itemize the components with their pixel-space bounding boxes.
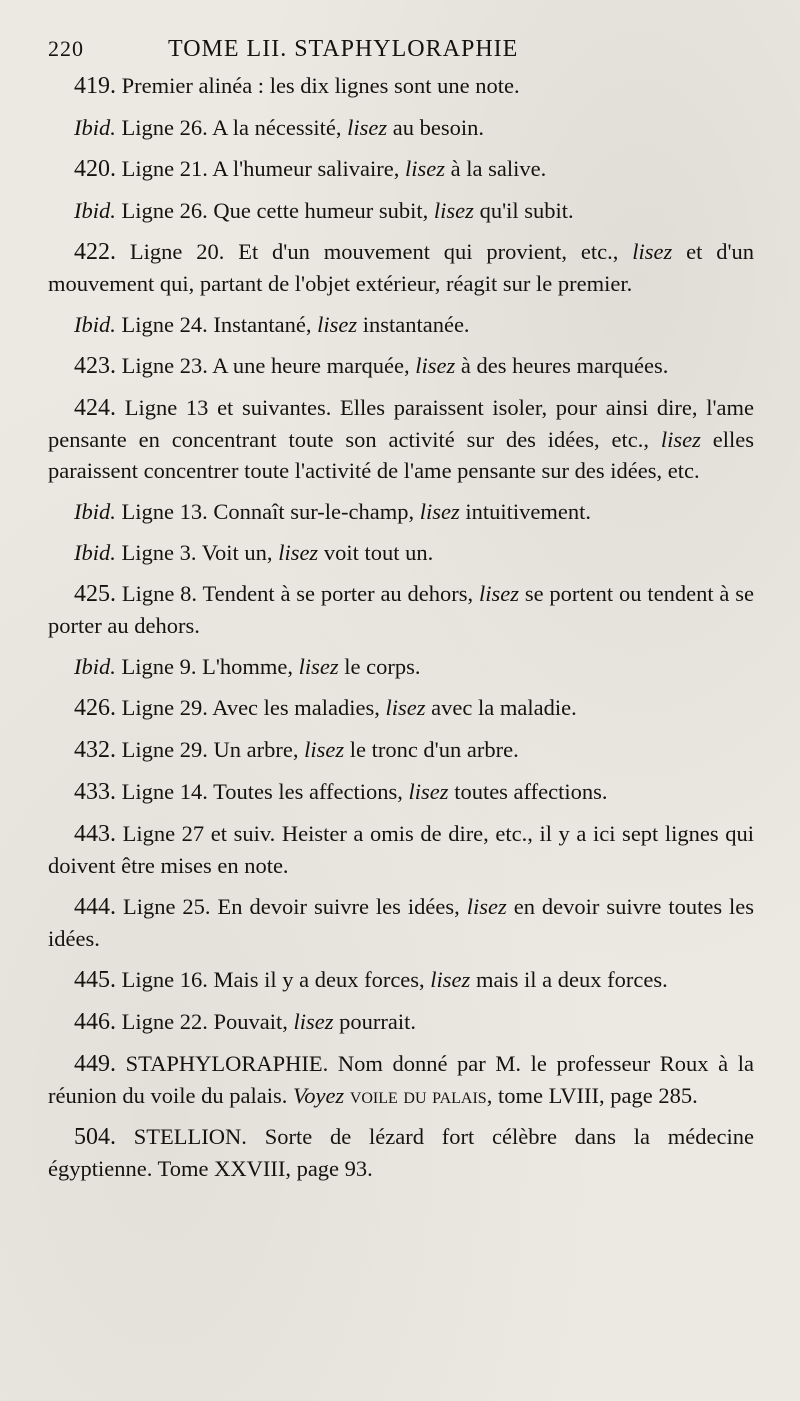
entry-number: 422. <box>74 239 116 265</box>
ibid-label: Ibid. <box>74 499 116 524</box>
lisez-label: lisez <box>347 115 388 140</box>
entry-error: Ligne 20. Et d'un mouvement qui provient, etc., <box>129 239 619 264</box>
errata-entry <box>48 964 754 996</box>
entry-number: 420. <box>74 156 116 182</box>
entry-error: Ligne 29. Avec les maladies, <box>121 695 380 720</box>
errata-entry <box>48 818 754 881</box>
entry-correction: le corps. <box>344 654 421 679</box>
entry-correction: à des heures marquées. <box>460 353 669 378</box>
lisez-label: lisez <box>632 239 673 264</box>
entry-number: 445. <box>74 967 116 993</box>
entry-correction: le tronc d'un arbre. <box>349 737 519 762</box>
entry-correction: voit tout un. <box>323 540 434 565</box>
ibid-label: Ibid. <box>74 198 116 223</box>
entry-error: Ligne 8. Tendent à se porter au dehors, <box>121 581 474 606</box>
errata-entry <box>48 776 754 808</box>
entry-error: Ligne 13. Connaît sur-le-champ, <box>121 499 415 524</box>
lisez-label: lisez <box>660 427 701 452</box>
lisez-label: lisez <box>304 737 345 762</box>
errata-entry <box>48 153 754 185</box>
entry-correction: mais il a deux forces. <box>475 967 668 992</box>
running-title: TOME LII. STAPHYLORAPHIE <box>168 36 519 62</box>
entry-reference: , tome LVIII, page 285. <box>486 1083 698 1108</box>
entry-number: 504. <box>74 1124 116 1150</box>
entry-correction: et d'un mouvement qui, partant de l'objet extérieur, réagit sur le premier. <box>48 239 755 296</box>
entry-error: Ligne 9. L'homme, <box>121 654 294 679</box>
entry-text: Premier alinéa : les dix lignes sont une note. <box>121 73 520 98</box>
entry-number: 433. <box>74 779 116 805</box>
lisez-label: lisez <box>298 654 339 679</box>
ibid-label: Ibid. <box>74 540 116 565</box>
entry-number: 423. <box>74 353 116 379</box>
entry-error: Ligne 21. A l'humeur salivaire, <box>121 156 400 181</box>
lisez-label: lisez <box>478 581 519 606</box>
entry-number: 419. <box>74 73 116 99</box>
entry-correction: au besoin. <box>392 115 484 140</box>
entry-correction: intuitivement. <box>465 499 591 524</box>
errata-entry <box>48 195 754 226</box>
errata-list <box>48 70 754 1184</box>
lisez-label: lisez <box>317 312 358 337</box>
entry-error: Ligne 26. Que cette humeur subit, <box>121 198 429 223</box>
entry-text: Ligne 27 et suiv. Heister a omis de dire, etc., il y a ici sept lignes qui doivent être mises en note. <box>48 821 754 878</box>
entry-error: Ligne 24. Instantané, <box>121 312 312 337</box>
entry-error: Ligne 22. Pouvait, <box>121 1009 288 1034</box>
ibid-label: Ibid. <box>74 115 116 140</box>
errata-entry <box>48 537 754 568</box>
entry-error: Ligne 14. Toutes les affections, <box>121 779 403 804</box>
page-header <box>48 36 754 70</box>
lisez-label: lisez <box>408 779 449 804</box>
entry-correction: toutes affections. <box>454 779 608 804</box>
entry-correction: à la salive. <box>450 156 547 181</box>
entry-text: STELLION. Sorte de lézard fort célèbre dans la médecine égyptienne. Tome XXVIII, page 93. <box>48 1124 754 1181</box>
voyez-label: Voyez <box>292 1083 345 1108</box>
errata-entry <box>48 734 754 766</box>
errata-entry <box>48 891 754 954</box>
ibid-label: Ibid. <box>74 312 116 337</box>
entry-correction: qu'il subit. <box>479 198 574 223</box>
entry-correction: pourrait. <box>339 1009 416 1034</box>
lisez-label: lisez <box>293 1009 334 1034</box>
entry-error: Ligne 29. Un arbre, <box>121 737 299 762</box>
errata-entry <box>48 1006 754 1038</box>
lisez-label: lisez <box>419 499 460 524</box>
errata-entry <box>48 236 754 299</box>
entry-number: 444. <box>74 894 116 920</box>
entry-number: 443. <box>74 821 116 847</box>
entry-error: Ligne 13 et suivantes. Elles paraissent isoler, pour ainsi dire, l'ame pensante en concentrant toute son activité sur des idées, etc., <box>48 395 755 452</box>
ibid-label: Ibid. <box>74 654 116 679</box>
entry-text: STAPHYLORAPHIE. Nom donné par M. le professeur Roux à la réunion du voile du palais. <box>48 1051 755 1108</box>
errata-entry <box>48 112 754 143</box>
cross-reference: voile du palais <box>349 1083 487 1108</box>
entry-error: Ligne 16. Mais il y a deux forces, <box>121 967 425 992</box>
lisez-label: lisez <box>385 695 426 720</box>
entry-number: 432. <box>74 737 116 763</box>
lisez-label: lisez <box>405 156 446 181</box>
entry-correction: en devoir suivre toutes les idées. <box>48 894 755 951</box>
entry-number: 446. <box>74 1009 116 1035</box>
entry-number: 449. <box>74 1051 116 1077</box>
entry-error: Ligne 23. A une heure marquée, <box>121 353 410 378</box>
entry-number: 425. <box>74 581 116 607</box>
errata-entry <box>48 692 754 724</box>
errata-entry <box>48 350 754 382</box>
errata-entry <box>48 496 754 527</box>
entry-error: Ligne 3. Voit un, <box>121 540 273 565</box>
entry-correction: se portent ou tendent à se porter au dehors. <box>48 581 754 638</box>
errata-entry <box>48 1048 754 1111</box>
errata-entry <box>48 309 754 340</box>
page-number: 220 <box>48 36 84 61</box>
lisez-label: lisez <box>433 198 474 223</box>
lisez-label: lisez <box>430 967 471 992</box>
entry-number: 426. <box>74 695 116 721</box>
entry-correction: avec la maladie. <box>431 695 577 720</box>
entry-error: Ligne 26. A la nécessité, <box>121 115 342 140</box>
errata-entry <box>48 1121 754 1184</box>
errata-entry <box>48 392 754 486</box>
entry-correction: elles paraissent concentrer toute l'activité de l'ame pensante sur des idées, etc. <box>48 427 754 483</box>
errata-entry <box>48 578 754 641</box>
lisez-label: lisez <box>415 353 456 378</box>
lisez-label: lisez <box>278 540 319 565</box>
entry-correction: instantanée. <box>362 312 470 337</box>
entry-number: 424. <box>74 395 116 421</box>
lisez-label: lisez <box>466 894 507 919</box>
errata-entry <box>48 70 754 102</box>
errata-entry <box>48 651 754 682</box>
entry-error: Ligne 25. En devoir suivre les idées, <box>122 894 460 919</box>
